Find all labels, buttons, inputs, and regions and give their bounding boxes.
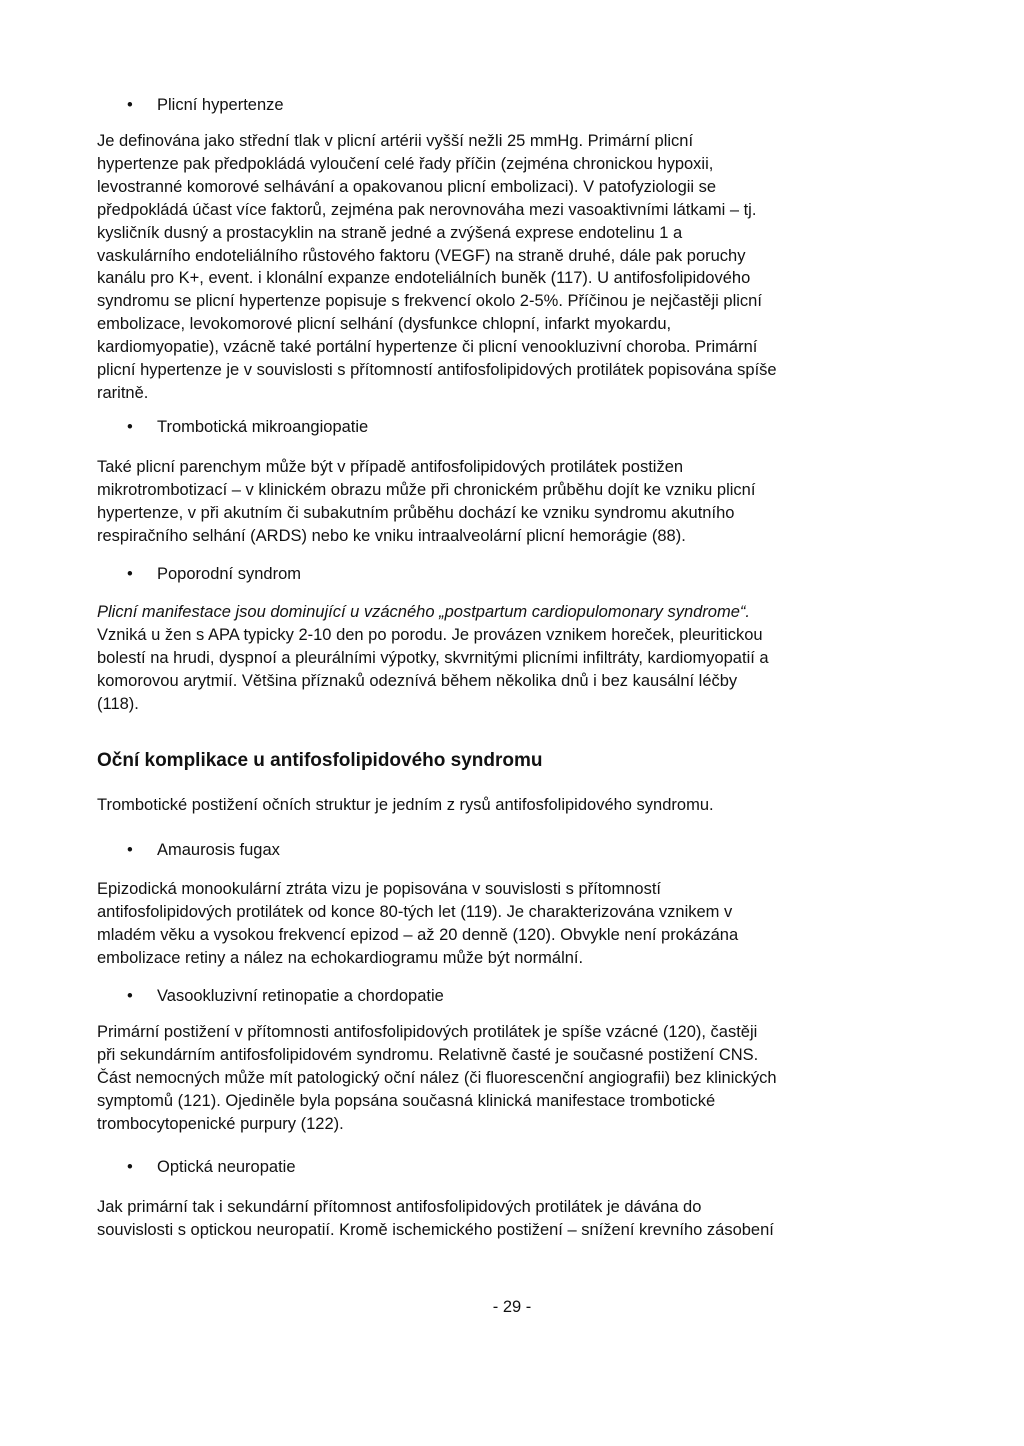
text-line: hypertenze pak předpokládá vyloučení celé řady příčin (zejména chronickou hypoxii, [97, 154, 714, 173]
bullet-vasookluzivni-retinopatie [127, 985, 444, 1007]
text-line: Vzniká u žen s APA typicky 2-10 den po porodu. Je provázen vznikem horeček, pleuritickou [97, 625, 763, 644]
text-line: trombocytopenické purpury (122). [97, 1114, 344, 1133]
text-line: kanálu pro K+, event. i klonální expanze endoteliálních buněk (117). U antifosfolipidového [97, 269, 751, 288]
bullet-label: Optická neuropatie [157, 1158, 296, 1176]
text-line: Epizodická monookulární ztráta vizu je popisována v souvislosti s přítomností [97, 880, 662, 898]
text-line: mikrotrombotizací – v klinickém obrazu může při chronickém průběhu dojít ke vzniku plicní [97, 480, 756, 499]
page-number: - 29 - [492, 1298, 532, 1316]
section-heading: Oční komplikace u antifosfolipidového syndromu [97, 750, 543, 771]
bullet-opticka-neuropatie [127, 1156, 296, 1178]
bullet-label: Trombotická mikroangiopatie [157, 418, 369, 436]
text-line: vaskulárního endoteliálního růstového faktoru (VEGF) na straně druhé, dále pak poruchy [97, 246, 746, 265]
text-line: předpokládá účast více faktorů, zejména pak nerovnováha mezi vasoaktivními látkami – tj. [97, 200, 757, 219]
bullet-dot-icon: • [127, 1158, 133, 1176]
bullet-dot-icon: • [127, 565, 133, 583]
text-line: Trombotické postižení očních struktur je jedním z rysů antifosfolipidového syndromu. [97, 796, 714, 814]
text-line: při sekundárním antifosfolipidovém syndromu. Relativně časté je současné postižení CNS. [97, 1045, 759, 1064]
paragraph-amaurosis-fugax [97, 878, 867, 970]
bullet-label: Plicní hypertenze [157, 96, 284, 114]
text-line: kysličník dusný a prostacyklin na straně jedné a zvýšená exprese endotelinu 1 a [97, 223, 683, 242]
bullet-label: Vasookluzivní retinopatie a chordopatie [157, 987, 444, 1005]
text-line: hypertenze, v při akutním či subakutním průběhu dochází ke vzniku syndromu akutního [97, 503, 735, 522]
text-line: bolestí na hrudi, dyspnoí a pleurálními výpotky, skvrnitými plicními infiltráty, kardiomyopatií a [97, 648, 769, 667]
text-line: respiračního selhání (ARDS) nebo ke vniku intraalveolární plicní hemorágie (88). [97, 526, 686, 545]
text-line: kardiomyopatie), vzácně také portální hypertenze či plicní venookluzivní choroba. Primární [97, 338, 758, 357]
paragraph-plicni-hypertenze [97, 130, 867, 405]
text-line: Část nemocných může mít patologický oční nález (či fluorescenční angiografii) bez klinických [97, 1068, 777, 1087]
bullet-amaurosis-fugax [127, 839, 280, 861]
bullet-plicni-hypertenze [127, 94, 284, 116]
paragraph-tromboticka-mikroangiopatie [97, 456, 867, 548]
text-line: (118). [97, 694, 139, 713]
text-line: Primární postižení v přítomnosti antifosfolipidových protilátek je spíše vzácné (120), častěji [97, 1023, 758, 1041]
text-line: embolizace retiny a nález na echokardiogramu může být normální. [97, 948, 584, 967]
text-line: antifosfolipidových protilátek od konce 80-tých let (119). Je charakterizována vznikem v [97, 902, 733, 921]
bullet-dot-icon: • [127, 418, 133, 436]
bullet-poporodni-syndrom [127, 563, 301, 585]
text-line: levostranné komorové selhávání a opakovanou plicní embolizaci). V patofyziologii se [97, 177, 717, 196]
text-line: souvislosti s optickou neuropatií. Kromě ischemického postižení – snížení krevního zásobení [97, 1220, 774, 1239]
bullet-tromboticka-mikroangiopatie [127, 416, 368, 438]
text-line: raritně. [97, 383, 149, 402]
bullet-dot-icon: • [127, 96, 133, 114]
bullet-label: Amaurosis fugax [157, 841, 280, 859]
text-line: symptomů (121). Ojediněle byla popsána současná klinická manifestace trombotické [97, 1091, 716, 1110]
text-line: Také plicní parenchym může být v případě antifosfolipidových protilátek postižen [97, 458, 684, 476]
bullet-label: Poporodní syndrom [157, 565, 301, 583]
bullet-dot-icon: • [127, 841, 133, 859]
text-line: komorovou arytmií. Většina příznaků odeznívá během několika dnů i bez kausální léčby [97, 671, 738, 690]
text-line: embolizace, levokomorové plicní selhání (dysfunkce chlopní, infarkt myokardu, [97, 315, 672, 334]
bullet-dot-icon: • [127, 987, 133, 1005]
paragraph-vasookluzivni-retinopatie [97, 1021, 867, 1136]
text-line: syndromu se plicní hypertenze popisuje s frekvencí okolo 2-5%. Příčinou je nejčastěji plicní [97, 292, 762, 311]
paragraph-ocni-intro [97, 794, 867, 817]
text-line: mladém věku a vysokou frekvencí epizod – až 20 denně (120). Obvykle není prokázána [97, 925, 739, 944]
text-line: plicní hypertenze je v souvislosti s přítomností antifosfolipidových protilátek popisována spíše [97, 361, 777, 380]
text-line: Plicní manifestace jsou dominující u vzácného „postpartum cardiopulomonary syndrome“. [97, 603, 750, 621]
text-line: Je definována jako střední tlak v plicní artérii vyšší nežli 25 mmHg. Primární plicní [97, 132, 694, 150]
text-line: Jak primární tak i sekundární přítomnost antifosfolipidových protilátek je dávána do [97, 1198, 702, 1216]
paragraph-poporodni-syndrom [97, 601, 867, 716]
paragraph-opticka-neuropatie [97, 1196, 867, 1242]
